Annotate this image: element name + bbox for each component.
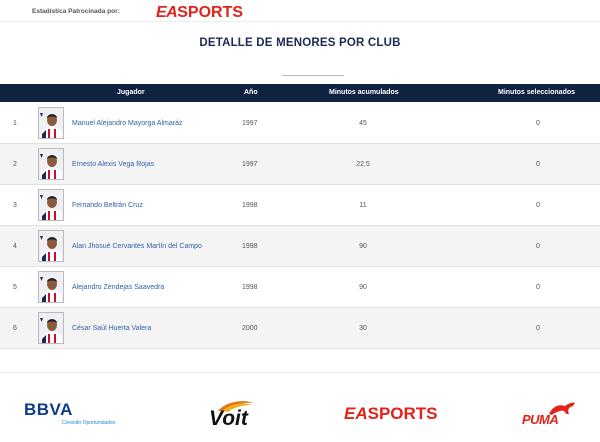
player-photo[interactable] xyxy=(38,189,64,221)
minutes-selected: 0 xyxy=(536,243,540,250)
ea-logo-text: EA xyxy=(156,4,178,21)
player-year: 1998 xyxy=(242,202,258,209)
minutes-accumulated: 45 xyxy=(359,120,367,127)
minutes-accumulated: 90 xyxy=(359,284,367,291)
footer-divider xyxy=(0,372,600,373)
player-name-link[interactable]: Fernando Beltrán Cruz xyxy=(72,202,143,209)
bbva-logo[interactable]: BBVA xyxy=(24,400,73,419)
page-title: DETALLE DE MENORES POR CLUB xyxy=(199,37,401,49)
minutes-selected: 0 xyxy=(536,120,540,127)
player-name-link[interactable]: Manuel Alejandro Mayorga Almaráz xyxy=(72,120,183,127)
col-seleccionados: Minutos seleccionados xyxy=(498,89,576,96)
table-row[interactable] xyxy=(0,267,600,308)
player-photo[interactable] xyxy=(38,230,64,262)
player-year: 1998 xyxy=(242,284,258,291)
table-row[interactable] xyxy=(0,144,600,185)
minutes-accumulated: 11 xyxy=(359,202,367,209)
minutes-selected: 0 xyxy=(536,202,540,209)
bbva-tagline: Creando Oportunidades xyxy=(62,420,116,426)
sponsor-bar xyxy=(0,0,600,22)
player-year: 1997 xyxy=(242,120,258,127)
title-divider xyxy=(282,75,344,76)
minutes-accumulated: 22.5 xyxy=(356,161,370,168)
player-year: 1998 xyxy=(242,243,258,250)
player-name-link[interactable]: Alejandro Zendejas Saavedra xyxy=(72,284,165,291)
table-header xyxy=(0,84,600,102)
row-number: 5 xyxy=(13,284,17,291)
sponsor-label: Estadística Patrocinada por: xyxy=(32,8,120,15)
player-photo[interactable] xyxy=(38,148,64,180)
minutes-accumulated: 90 xyxy=(359,243,367,250)
puma-logo[interactable]: PUMA xyxy=(522,412,559,427)
voit-logo[interactable]: Voit xyxy=(209,407,248,430)
player-year: 1997 xyxy=(242,161,258,168)
ea-footer-text: EA xyxy=(344,404,368,423)
row-number: 6 xyxy=(13,325,17,332)
player-photo[interactable] xyxy=(38,271,64,303)
minutes-selected: 0 xyxy=(536,284,540,291)
row-number: 2 xyxy=(13,161,17,168)
minutes-selected: 0 xyxy=(536,325,540,332)
ea-sports-footer-logo[interactable] xyxy=(344,405,438,423)
row-number: 3 xyxy=(13,202,17,209)
player-name-link[interactable]: César Saúl Huerta Valera xyxy=(72,325,152,332)
player-name-link[interactable]: Ernesto Alexis Vega Rojas xyxy=(72,161,155,168)
player-year: 2000 xyxy=(242,325,258,332)
table-row[interactable] xyxy=(0,308,600,349)
table-row[interactable] xyxy=(0,185,600,226)
row-number: 4 xyxy=(13,243,17,250)
col-jugador: Jugador xyxy=(117,89,145,96)
minutes-selected: 0 xyxy=(536,161,540,168)
minutes-accumulated: 30 xyxy=(359,325,367,332)
table-row[interactable] xyxy=(0,226,600,267)
player-photo[interactable] xyxy=(38,107,64,139)
table-row[interactable] xyxy=(0,103,600,144)
ea-sports-logo[interactable] xyxy=(156,5,243,21)
row-number: 1 xyxy=(13,120,17,127)
sports-logo-text: SPORTS xyxy=(177,4,244,21)
col-anio: Año xyxy=(244,89,258,96)
player-name-link[interactable]: Alan Jhosué Cervantes Martín del Campo xyxy=(72,243,202,250)
col-minutos: Minutos acumulados xyxy=(329,89,399,96)
sports-footer-text: SPORTS xyxy=(367,404,438,423)
player-photo[interactable] xyxy=(38,312,64,344)
